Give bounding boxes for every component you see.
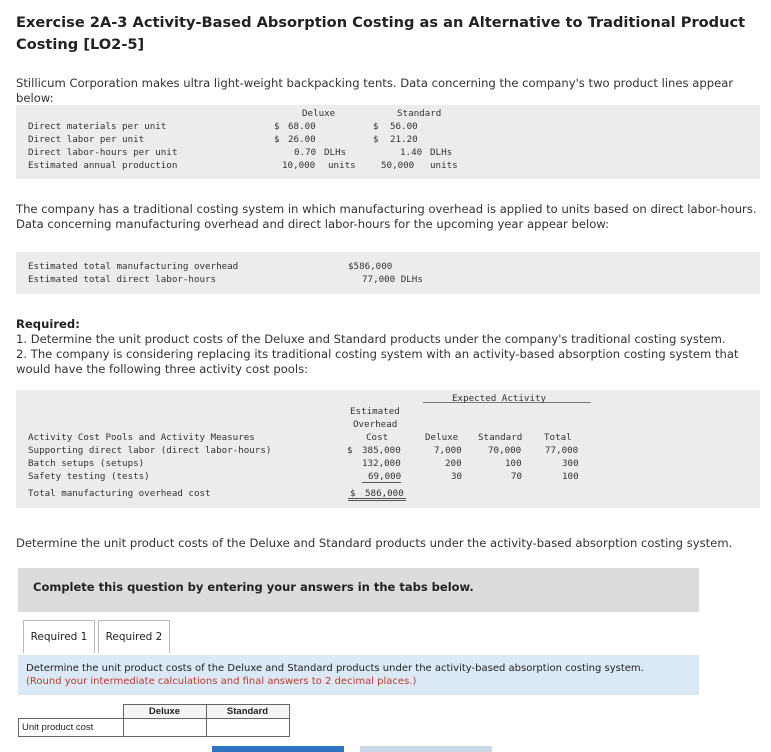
deluxe-unit: DLHs [324, 147, 347, 158]
overhead-head-line-1: Estimated [350, 406, 400, 417]
standard-unit: units [430, 160, 458, 171]
overhead-label: Estimated total manufacturing overhead [28, 261, 239, 272]
prev-button[interactable] [212, 746, 344, 752]
required-2-text: 2. The company is considering replacing its traditional costing system with an activity-based absorption costing system that would have the following three activity cost pools: [16, 347, 739, 376]
pool-deluxe: 7,000 [434, 445, 462, 456]
unit-product-cost-label: Unit product cost [19, 719, 124, 737]
dollar-sign: $ [274, 134, 280, 145]
standard-value: 50,000 [381, 160, 415, 171]
labor-hours-value: 77,000 DLHs [362, 274, 423, 285]
pool-deluxe: 30 [451, 471, 463, 482]
deluxe-value: 68.00 [288, 121, 316, 132]
required-1-text: 1. Determine the unit product costs of the Deluxe and Standard products under the company's traditional costing system. [16, 332, 726, 346]
deluxe-unit: units [328, 160, 356, 171]
pool-deluxe: 200 [445, 458, 462, 469]
product-data-table [16, 105, 760, 179]
instruction-box [18, 655, 699, 695]
pool-total: 77,000 [545, 445, 579, 456]
instruction-main: Determine the unit product costs of the Deluxe and Standard products under the activity-based absorption costing system. [26, 663, 644, 674]
pool-label: Batch setups (setups) [28, 458, 145, 469]
standard-unit: DLHs [430, 147, 453, 158]
pool-cost: 69,000 [362, 471, 401, 483]
intro-text: Stillicum Corporation makes ultra light-weight backpacking tents. Data concerning the company's two product lines appear below: [16, 76, 734, 105]
instruction-note: (Round your intermediate calculations and final answers to 2 decimal places.) [26, 676, 417, 687]
standard-value: 56.00 [390, 121, 418, 132]
total-overhead-label: Total manufacturing overhead cost [28, 488, 211, 499]
row-label: Estimated annual production [28, 160, 178, 171]
total-overhead-cost: 586,000 [365, 488, 404, 499]
standard-value: 1.40 [400, 147, 423, 158]
pool-standard: 70,000 [488, 445, 522, 456]
answer-col-deluxe: Deluxe [123, 705, 206, 719]
pools-header: Activity Cost Pools and Activity Measures [28, 432, 255, 443]
pool-label: Safety testing (tests) [28, 471, 150, 482]
answer-table [18, 704, 290, 737]
pool-label: Supporting direct labor (direct labor-hours) [28, 445, 272, 456]
dollar-sign: $ [373, 134, 379, 145]
overhead-head-line-3: Cost [366, 432, 389, 443]
deluxe-value: 10,000 [282, 160, 316, 171]
traditional-costing-text: The company has a traditional costing system in which manufacturing overhead is applied to units based on direct labor-hours. Data concerning manufacturing overhead and direct labor-hours for the upcoming year appear below: [16, 202, 757, 231]
labor-hours-label: Estimated total direct labor-hours [28, 274, 217, 285]
overhead-head-line-2: Overhead [353, 419, 398, 430]
answer-col-standard: Standard [206, 705, 289, 719]
overhead-table [16, 252, 760, 294]
pool-cost: 132,000 [362, 458, 401, 469]
required-heading: Required: [16, 317, 80, 331]
tab-required-1[interactable]: Required 1 [23, 620, 95, 653]
pool-total: 300 [562, 458, 579, 469]
expected-activity-header: Expected Activity [452, 393, 547, 404]
activity-cost-pool-table [16, 390, 760, 508]
dollar-sign: $ [347, 445, 353, 456]
pool-standard: 100 [505, 458, 522, 469]
deluxe-unit-cost-input[interactable] [124, 720, 206, 734]
row-label: Direct materials per unit [28, 121, 167, 132]
pool-total: 100 [562, 471, 579, 482]
col-standard-header: Standard [397, 108, 442, 119]
deluxe-value: 0.70 [294, 147, 317, 158]
exercise-title: Exercise 2A-3 Activity-Based Absorption Costing as an Alternative to Traditional Product Costing [LO2-5] [16, 14, 746, 53]
pool-cost: 385,000 [362, 445, 401, 456]
standard-unit-cost-input[interactable] [207, 720, 289, 734]
complete-question-banner [18, 568, 699, 612]
complete-question-text: Complete this question by entering your answers in the tabs below. [33, 580, 474, 594]
blank-corner [19, 705, 124, 719]
deluxe-value: 26.00 [288, 134, 316, 145]
dollar-sign: $ [373, 121, 379, 132]
dollar-sign: $ [274, 121, 280, 132]
col-standard-header: Standard [478, 432, 523, 443]
deluxe-answer-cell[interactable] [123, 719, 206, 737]
col-total-header: Total [544, 432, 572, 443]
dollar-sign: $ [350, 488, 356, 499]
standard-value: 21.20 [390, 134, 418, 145]
pool-standard: 70 [511, 471, 523, 482]
row-label: Direct labor per unit [28, 134, 145, 145]
tab-required-2[interactable]: Required 2 [98, 620, 170, 653]
standard-answer-cell[interactable] [206, 719, 289, 737]
overhead-value: $586,000 [348, 261, 393, 272]
row-label: Direct labor-hours per unit [28, 147, 178, 158]
col-deluxe-header: Deluxe [302, 108, 336, 119]
determine-text: Determine the unit product costs of the Deluxe and Standard products under the activity-based absorption costing system. [16, 536, 733, 550]
col-deluxe-header: Deluxe [425, 432, 459, 443]
next-button[interactable] [360, 746, 492, 752]
